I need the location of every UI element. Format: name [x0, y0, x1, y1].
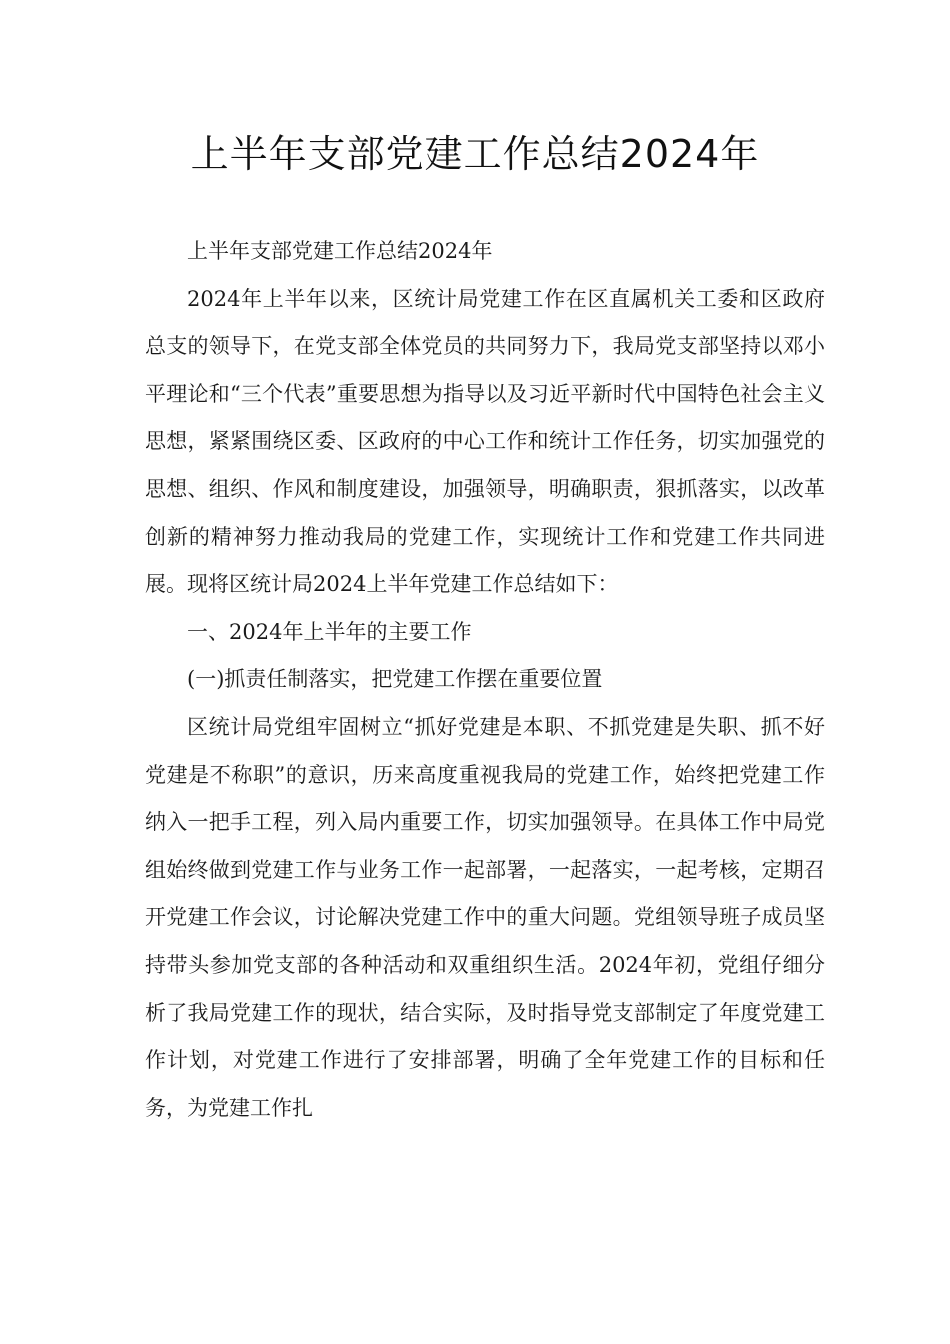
- intro-paragraph: 2024年上半年以来，区统计局党建工作在区直属机关工委和区政府总支的领导下，在党支部全体党员的共同努力下，我局党支部坚持以邓小平理论和“三个代表”重要思想为指导以及习近平新时代中国特色社会主义思想，紧紧围绕区委、区政府的中心工作和统计工作任务，切实加强党的思想、组织、作风和制度建设，加强领导，明确职责，狠抓落实，以改革创新的精神努力推动我局的党建工作，实现统计工作和党建工作共同进展。现将区统计局2024上半年党建工作总结如下：: [145, 286, 825, 597]
- subtitle-paragraph: 上半年支部党建工作总结2024年: [187, 239, 493, 263]
- section-heading: 一、2024年上半年的主要工作: [187, 619, 472, 644]
- body-paragraph: 区统计局党组牢固树立“抓好党建是本职、不抓党建是失职、抓不好党建是不称职”的意识，历来高度重视我局的党建工作，始终把党建工作纳入一把手工程，列入局内重要工作，切实加强领导。在具体工作中局党组始终做到党建工作与业务工作一起部署，一起落实，一起考核，定期召开党建工作会议，讨论解决党建工作中的重大问题。党组领导班子成员坚持带头参加党支部的各种活动和双重组织生活。2024年初，党组仔细分析了我局党建工作的现状，结合实际，及时指导党支部制定了年度党建工作计划，对党建工作进行了安排部署，明确了全年党建工作的目标和任务，为党建工作扎: [145, 714, 825, 1120]
- subsection-heading: (一)抓责任制落实，把党建工作摆在重要位置: [187, 667, 603, 692]
- document-body: [145, 228, 825, 1132]
- document-title: 上半年支部党建工作总结2024年: [190, 132, 760, 176]
